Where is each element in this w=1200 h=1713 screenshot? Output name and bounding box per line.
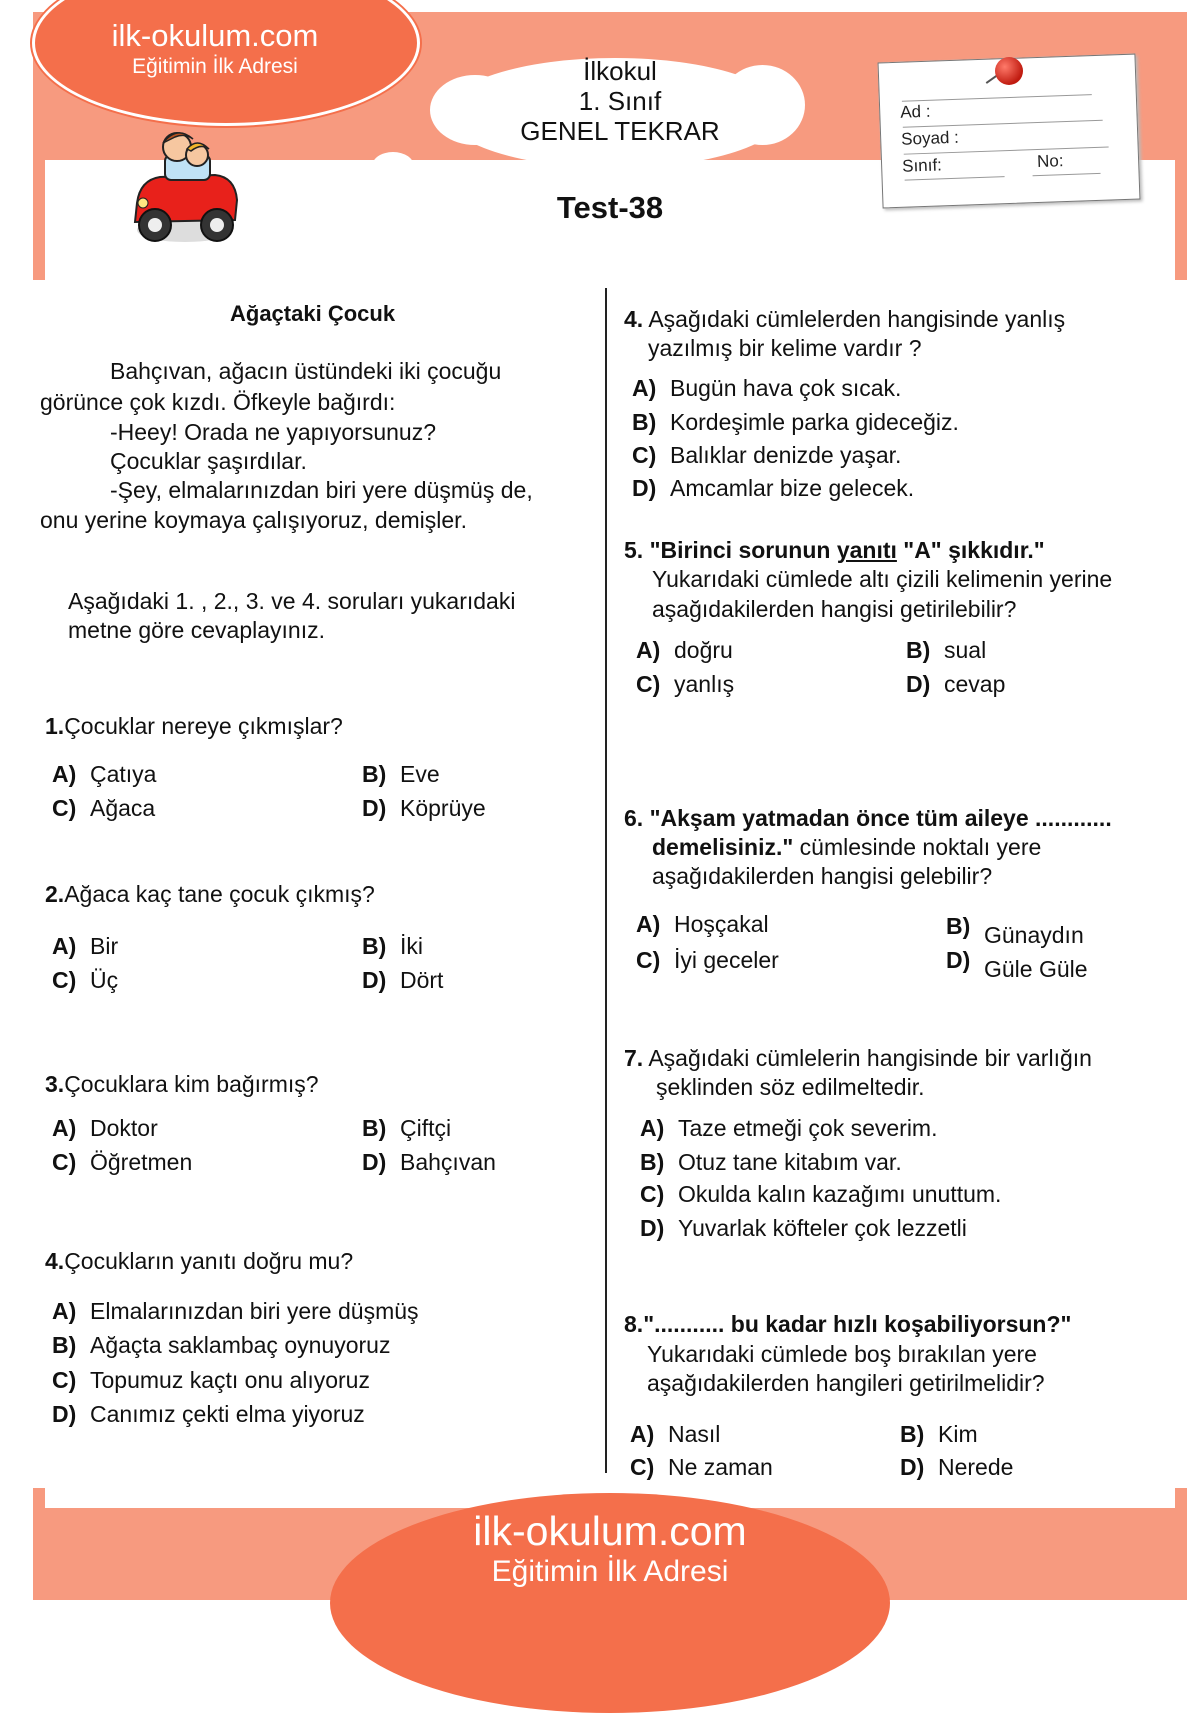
question-1: 1.Çocuklar nereye çıkmışlar? xyxy=(45,713,343,739)
question-text: Yukarıdaki cümlede altı çizili kelimenin yerine xyxy=(652,566,1113,592)
story-line: -Heey! Orada ne yapıyorsunuz? xyxy=(110,419,437,445)
cartoon-car-illustration xyxy=(125,125,245,250)
option[interactable]: B) Kordeşimle parka gideceğiz. xyxy=(632,409,959,435)
instruction-line: metne göre cevaplayınız. xyxy=(68,617,325,643)
test-title: Test-38 xyxy=(556,190,664,225)
option[interactable]: D) Güle Güle xyxy=(946,947,1088,982)
option[interactable]: A) Taze etmeği çok severim. xyxy=(640,1115,938,1141)
cloud-bubble xyxy=(372,152,414,180)
column-divider xyxy=(605,288,607,1473)
option[interactable]: D) Köprüye xyxy=(362,795,486,821)
option[interactable]: B) sual xyxy=(906,637,987,663)
question-5: 5. "Birinci sorunun yanıtı "A" şıkkıdır." xyxy=(624,537,1045,563)
option[interactable]: D) Amcamlar bize gelecek. xyxy=(632,475,915,501)
logo-slogan: Eğitimin İlk Adresi xyxy=(132,55,298,78)
question-4-right: 4. Aşağıdaki cümlelerden hangisinde yanlış xyxy=(624,306,1066,332)
option[interactable]: A) Nasıl xyxy=(630,1421,721,1447)
option[interactable]: C) Okulda kalın kazağımı unuttum. xyxy=(640,1181,1002,1207)
card-ad-label: Ad : xyxy=(899,101,931,122)
question-8: 8."........... bu kadar hızlı koşabiliyorsun?" xyxy=(624,1311,1072,1337)
option[interactable]: A) Çatıya xyxy=(52,761,157,787)
title-line-1: İlkokul xyxy=(583,56,657,86)
question-4-left: 4.Çocukların yanıtı doğru mu? xyxy=(45,1248,354,1274)
footer-slogan: Eğitimin İlk Adresi xyxy=(491,1555,729,1588)
option[interactable]: A) Hoşçakal xyxy=(636,911,769,937)
title-line-2: 1. Sınıf xyxy=(578,86,662,116)
option[interactable]: D) Canımız çekti elma yiyoruz xyxy=(52,1401,365,1427)
option[interactable]: D) cevap xyxy=(906,671,1006,697)
option[interactable]: C) yanlış xyxy=(636,671,735,697)
card-line xyxy=(1033,173,1101,176)
card-soyad-label: Soyad : xyxy=(900,127,960,149)
question-text: şeklinden söz edilmeltedir. xyxy=(656,1074,925,1100)
cloud-bubble xyxy=(330,178,362,200)
story-line: görünce çok kızdı. Öfkeyle bağırdı: xyxy=(40,389,396,415)
option[interactable]: B) Kim xyxy=(900,1421,978,1447)
option[interactable]: D) Bahçıvan xyxy=(362,1149,496,1175)
option[interactable]: A) Bugün hava çok sıcak. xyxy=(632,375,902,401)
question-7: 7. Aşağıdaki cümlelerin hangisinde bir varlığın xyxy=(624,1045,1092,1071)
question-text: yazılmış bir kelime vardır ? xyxy=(648,335,922,361)
question-text: Yukarıdaki cümlede boş bırakılan yere xyxy=(647,1341,1037,1367)
story-line: onu yerine koymaya çalışıyoruz, demişler. xyxy=(40,507,467,533)
option[interactable]: A) Elmalarınızdan biri yere düşmüş xyxy=(52,1298,419,1324)
title-line-3: GENEL TEKRAR xyxy=(520,116,720,146)
question-6: 6. "Akşam yatmadan önce tüm aileye ............ xyxy=(624,805,1112,831)
option[interactable]: D) Nerede xyxy=(900,1454,1014,1480)
story-line: -Şey, elmalarınızdan biri yere düşmüş de, xyxy=(110,477,533,503)
card-line xyxy=(902,94,1092,102)
story-line: Bahçıvan, ağacın üstündeki iki çocuğu xyxy=(110,358,502,384)
option[interactable]: A) doğru xyxy=(636,637,733,663)
logo-text: ilk-okulum.com xyxy=(111,18,319,53)
question-3: 3.Çocuklara kim bağırmış? xyxy=(45,1071,319,1097)
question-text: aşağıdakilerden hangileri getirilmelidir? xyxy=(647,1370,1045,1396)
option[interactable]: C) Topumuz kaçtı onu alıyoruz xyxy=(52,1367,370,1393)
question-text: aşağıdakilerden hangisi getirilebilir? xyxy=(652,596,1017,622)
option[interactable]: B) Ağaçta saklambaç oynuyoruz xyxy=(52,1332,391,1358)
story-title: Ağaçtaki Çocuk xyxy=(230,301,396,326)
story-line: Çocuklar şaşırdılar. xyxy=(110,448,307,474)
card-line xyxy=(903,120,1103,128)
option[interactable]: C) Öğretmen xyxy=(52,1149,193,1175)
question-text: aşağıdakilerden hangisi gelebilir? xyxy=(652,863,993,889)
option[interactable]: C) Üç xyxy=(52,967,119,993)
pushpin-icon xyxy=(995,57,1023,85)
card-line xyxy=(905,176,1005,180)
cloud-bubble xyxy=(292,192,317,210)
option[interactable]: C) Ağaca xyxy=(52,795,156,821)
footer-logo-text: ilk-okulum.com xyxy=(473,1508,747,1554)
option[interactable]: C) Balıklar denizde yaşar. xyxy=(632,442,902,468)
option[interactable]: B) Eve xyxy=(362,761,440,787)
option[interactable]: D) Yuvarlak köfteler çok lezzetli xyxy=(640,1215,967,1241)
option[interactable]: C) İyi geceler xyxy=(636,947,779,973)
instruction-line: Aşağıdaki 1. , 2., 3. ve 4. soruları yukarıdaki xyxy=(68,588,516,614)
option[interactable]: B) Çiftçi xyxy=(362,1115,452,1141)
option[interactable]: D) Dört xyxy=(362,967,444,993)
cloud-bubble xyxy=(262,202,282,217)
option[interactable]: B) Günaydın xyxy=(946,913,1084,948)
option[interactable]: A) Doktor xyxy=(52,1115,158,1141)
card-no-label: No: xyxy=(1036,151,1064,172)
option[interactable]: C) Ne zaman xyxy=(630,1454,773,1480)
card-sinif-label: Sınıf: xyxy=(901,155,943,176)
question-text: demelisiniz." cümlesinde noktalı yere xyxy=(652,834,1042,860)
option[interactable]: A) Bir xyxy=(52,933,119,959)
option[interactable]: B) Otuz tane kitabım var. xyxy=(640,1149,902,1175)
question-2: 2.Ağaca kaç tane çocuk çıkmış? xyxy=(45,881,375,907)
option[interactable]: B) İki xyxy=(362,933,423,959)
